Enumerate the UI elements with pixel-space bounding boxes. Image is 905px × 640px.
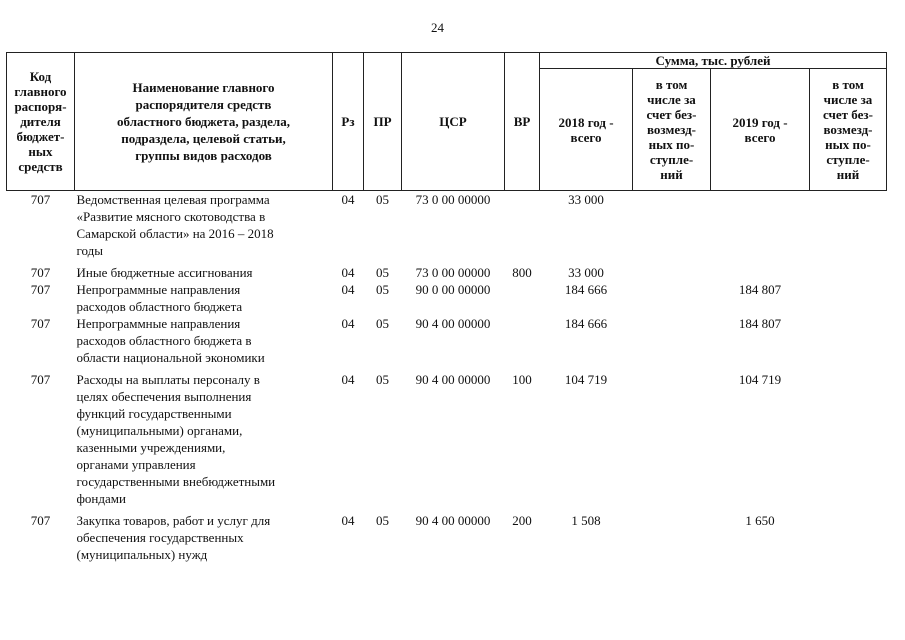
table-row [7,264,887,281]
sum-2019-free-cell [810,315,887,371]
code-cell: 707 [30,192,51,207]
header-2018-free [633,69,711,191]
header-pr: ПР [364,53,402,191]
header-2019-total-text: 2019 год - всего [732,114,788,145]
header-2018-free-text: в том числе за счет без- возмезд- ных по- ступле- ний [646,77,697,182]
sum-2019-cell: 184 807 [738,316,782,331]
budget-table-body [7,191,887,564]
budget-table [6,52,887,563]
csr-cell: 73 0 00 00000 [415,192,491,207]
name-cell: Иные бюджетные ассигнования [76,265,253,280]
vr-cell: 200 [512,513,532,528]
sum-2018-cell: 33 000 [568,192,604,207]
vr-cell [505,315,540,371]
sum-2018-free-cell [633,281,711,315]
csr-cell: 73 0 00 00000 [415,265,491,280]
pr-cell: 05 [376,513,389,528]
header-2019-total [711,69,810,191]
sum-2018-free-cell [633,191,711,265]
vr-cell: 800 [512,265,532,280]
vr-cell: 100 [512,372,532,387]
table-row [7,512,887,563]
header-code [7,53,75,191]
header-csr: ЦСР [402,53,505,191]
sum-2018-cell: 184 666 [564,316,608,331]
header-2018-total [540,69,633,191]
code-cell: 707 [30,316,51,331]
rz-cell: 04 [341,316,355,331]
header-name-text: Наименование главного распорядителя средств областного бюджета, раздела, подраздела, целевой статьи, группы видов расходов [117,80,290,163]
header-rz: Рз [333,53,364,191]
sum-2019-free-cell [810,371,887,512]
sum-2019-free-cell [810,512,887,563]
name-cell: Непрограммные направления расходов областного бюджета в области национальной экономики [76,316,265,365]
sum-2019-cell [711,264,810,281]
header-2019-free [810,69,887,191]
pr-cell: 05 [376,282,389,297]
rz-cell: 04 [341,265,355,280]
rz-cell: 04 [341,513,355,528]
sum-2018-cell: 184 666 [564,282,608,297]
sum-2019-free-cell [810,281,887,315]
code-cell: 707 [30,513,51,528]
pr-cell: 05 [376,316,389,331]
rz-cell: 04 [341,372,355,387]
name-cell: Ведомственная целевая программа «Развитие мясного скотоводства в Самарской области» на 2016 – 2018 годы [76,192,274,258]
code-cell: 707 [30,372,51,387]
pr-cell: 05 [376,265,389,280]
sum-2018-cell: 1 508 [571,513,601,528]
sum-2018-free-cell [633,264,711,281]
table-row [7,315,887,371]
name-cell: Расходы на выплаты персоналу в целях обеспечения выполнения функций государственными (муниципальными) органами, казенными учреждениями, органами управления государственными внебюджетными фондами [76,372,276,506]
header-vr: ВР [505,53,540,191]
csr-cell: 90 4 00 00000 [415,372,491,387]
csr-cell: 90 4 00 00000 [415,513,491,528]
sum-2019-cell: 184 807 [738,282,782,297]
vr-cell [505,191,540,265]
sum-2019-free-cell [810,264,887,281]
sum-2019-free-cell [810,191,887,265]
vr-cell [505,281,540,315]
sum-2018-free-cell [633,371,711,512]
rz-cell: 04 [341,192,355,207]
code-cell: 707 [30,265,51,280]
pr-cell: 05 [376,192,389,207]
pr-cell: 05 [376,372,389,387]
sum-2019-cell: 1 650 [745,513,775,528]
sum-2019-cell [711,191,810,265]
csr-cell: 90 4 00 00000 [415,316,491,331]
rz-cell: 04 [341,282,355,297]
sum-2018-free-cell [633,315,711,371]
header-name [75,53,333,191]
header-sum-group: Сумма, тыс. рублей [540,53,887,69]
sum-2018-free-cell [633,512,711,563]
sum-2018-cell: 33 000 [568,265,604,280]
table-row [7,281,887,315]
table-row [7,191,887,265]
name-cell: Закупка товаров, работ и услуг для обеспечения государственных (муниципальных) нужд [76,513,271,562]
header-code-text: Код главного распоря- дителя бюджет- ных средств [14,69,67,174]
header-2019-free-text: в том числе за счет без- возмезд- ных по- ступле- ний [823,77,873,182]
sum-2019-cell: 104 719 [738,372,782,387]
header-2018-total-text: 2018 год - всего [558,114,614,145]
name-cell: Непрограммные направления расходов областного бюджета [76,282,243,314]
csr-cell: 90 0 00 00000 [415,282,491,297]
sum-2018-cell: 104 719 [564,372,608,387]
table-row [7,371,887,512]
page-number: 24 [431,20,444,35]
code-cell: 707 [30,282,51,297]
